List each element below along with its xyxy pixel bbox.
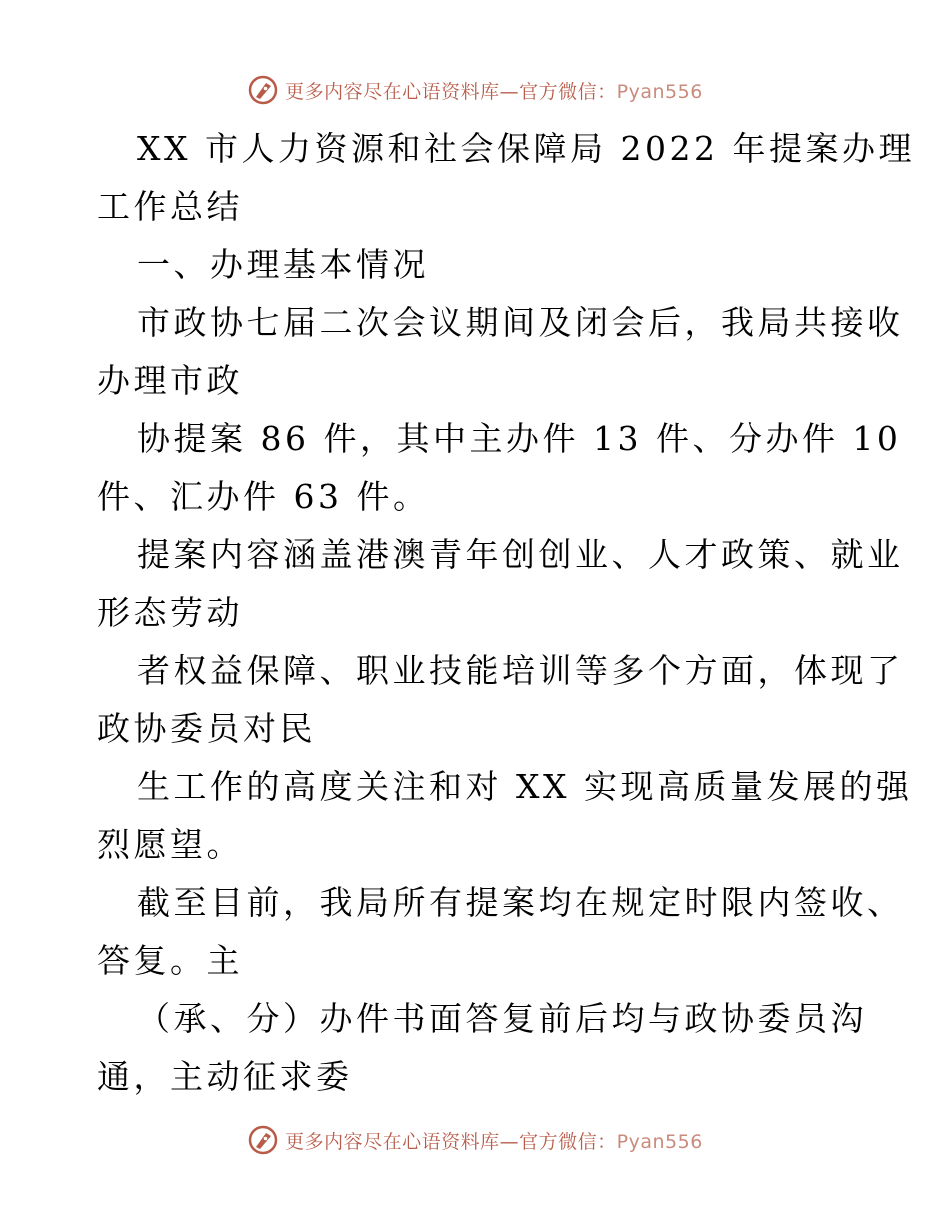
document-line: （承、分）办件书面答复前后均与政协委员沟 (137, 999, 867, 1038)
document-line: 件、汇办件 63 件。 (97, 477, 430, 516)
banner-text-cn: 更多内容尽在心语资料库—官方微信： (285, 80, 617, 103)
document-line: 截至目前，我局所有提案均在规定时限内签收、 (137, 883, 904, 922)
pen-nib-logo-icon (247, 1124, 279, 1156)
document-body (97, 120, 915, 1106)
document-line: 者权益保障、职业技能培训等多个方面，体现了 (137, 651, 904, 690)
document-line: 烈愿望。 (97, 825, 243, 864)
header-watermark-banner (0, 70, 950, 110)
document-line: 形态劳动 (97, 593, 243, 632)
document-line: 市政协七届二次会议期间及闭会后，我局共接收 (137, 303, 904, 342)
document-line: 政协委员对民 (97, 709, 316, 748)
pen-nib-logo-icon (247, 74, 279, 106)
footer-watermark-banner (0, 1120, 950, 1160)
banner-text (285, 77, 703, 104)
banner-text-cn: 更多内容尽在心语资料库—官方微信： (285, 1130, 617, 1153)
document-line: 工作总结 (97, 187, 243, 226)
document-line: 通，主动征求委 (97, 1057, 353, 1096)
document-line: 协提案 86 件，其中主办件 13 件、分办件 10 (137, 419, 902, 458)
banner-text-wechat-id: Pyan556 (616, 1130, 703, 1153)
document-line: XX 市人力资源和社会保障局 2022 年提案办理 (137, 129, 915, 168)
document-line: 办理市政 (97, 361, 243, 400)
document-line: 生工作的高度关注和对 XX 实现高质量发展的强 (137, 767, 913, 806)
document-line: 一、办理基本情况 (137, 245, 429, 284)
banner-text-wechat-id: Pyan556 (616, 80, 703, 103)
document-line: 提案内容涵盖港澳青年创创业、人才政策、就业 (137, 535, 904, 574)
banner-text (285, 1127, 703, 1154)
document-line: 答复。主 (97, 941, 243, 980)
